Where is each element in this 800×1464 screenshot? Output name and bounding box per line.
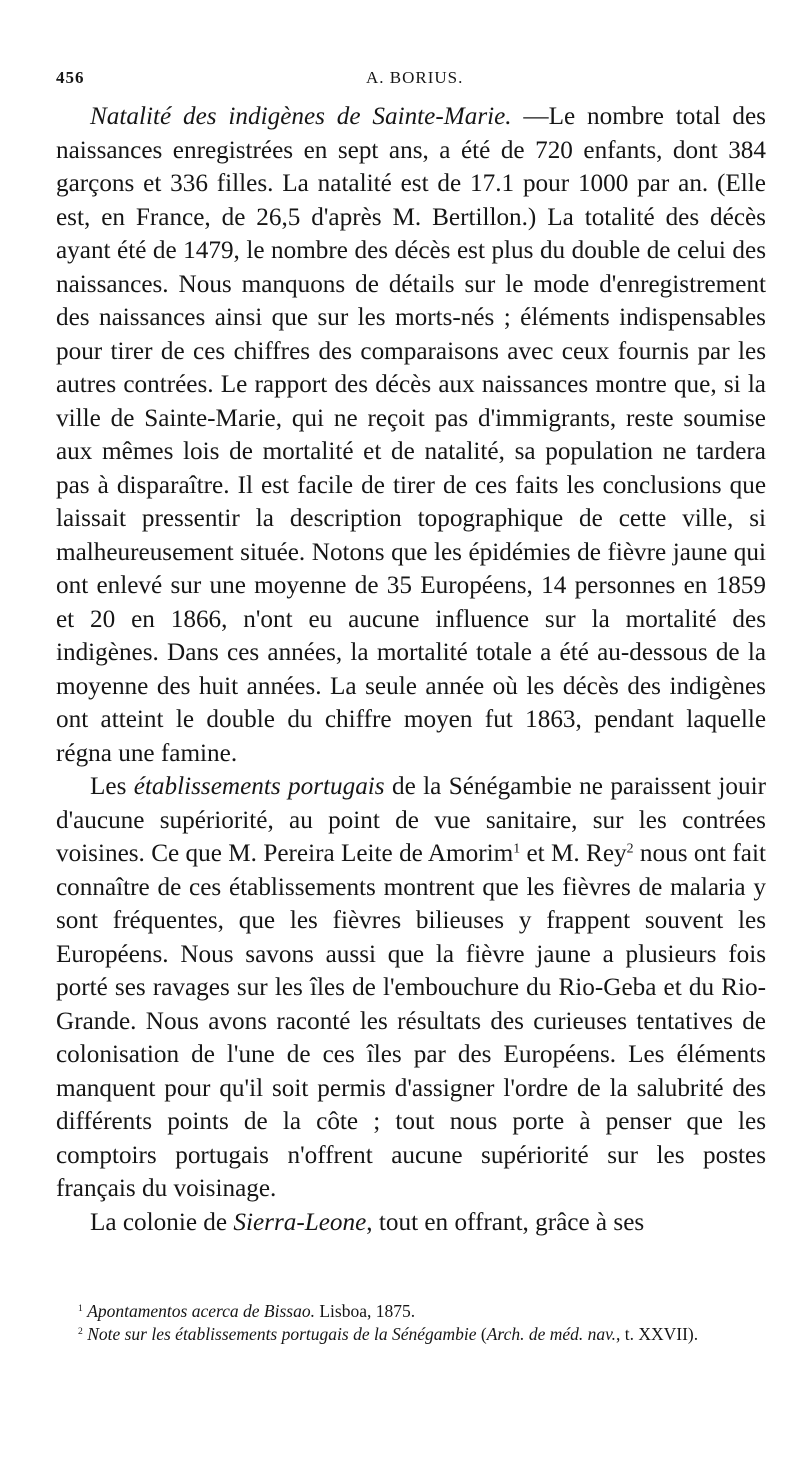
- paragraph-text: et M. Rey: [520, 840, 627, 867]
- paragraph-etablissements: [56, 770, 766, 1206]
- footnote-1: [56, 1300, 766, 1323]
- footnote-journal: Arch. de méd. nav.: [486, 1324, 616, 1344]
- footnote-text: (: [476, 1324, 487, 1344]
- paragraph-text: nous ont fait connaître de ces établissements montrent que les fièvres de malaria y sont fréquentes, que les fièvres bilieuses y frappent souvent les Européens. Nous savons aussi que la fièvre jaune a plusieurs fois porté ses ravages sur les îles de l'embouchure du Rio-Geba et du Rio-Grande. Nous avons raconté les résultats des curieuses tentatives de colonisation de l'une de ces îles par des Européens. Les éléments manquent pour qu'il soit permis d'assigner l'ordre de la salubrité des différents points de la côte ; tout nous porte à penser que les comptoirs portugais n'offrent aucune supériorité sur les postes français du voisinage.: [56, 840, 766, 1202]
- footnote-ref-1[interactable]: 1: [513, 840, 521, 856]
- paragraph-sierra-leone: [56, 1206, 766, 1240]
- paragraph-text: de la Sénégambie ne paraissent jouir d'aucune supériorité, au point de vue sanitaire, sur les contrées voisines. Ce que M. Pereira Leite de Amorim: [56, 773, 766, 867]
- running-head: A. BORIUS.: [366, 68, 464, 87]
- italic-term: Sierra-Leone: [233, 1208, 367, 1236]
- footnote-title: Note sur les établissements portugais de la Sénégambie: [87, 1324, 477, 1344]
- section-lead-italic: Natalité des indigènes de Sainte-Marie.: [90, 103, 512, 130]
- footnote-text: , t. XXVII).: [616, 1324, 699, 1344]
- body-text: [56, 100, 766, 1239]
- paragraph-text: —Le nombre total des naissances enregistrées en sept ans, a été de 720 enfants, dont 384 garçons et 336 filles. La natalité est de 17.1 pour 1000 par an. (Elle est, en France, de 26,5 d'après M. Bertillon.) La totalité des décès ayant été de 1479, le nombre des décès est plus du double de celui des naissances. Nous manquons de détails sur le mode d'enregistrement des naissances ainsi que sur les morts-nés ; éléments indispensables pour tirer de ces chiffres des comparaisons avec ceux fournis par les autres contrées. Le rapport des décès aux naissances montre que, si la ville de Sainte-Marie, qui ne reçoit pas d'immigrants, reste soumise aux mêmes lois de mortalité et de natalité, sa population ne tardera pas à disparaître. Il est facile de tirer de ces faits les conclusions que laissait pressentir la description topographique de cette ville, si malheureusement située. Notons que les épidémies de fièvre jaune qui ont enlevé sur une moyenne de 35 Européens, 14 personnes en 1859 et 20 en 1866, n'ont eu aucune influence sur la mortalité des indigènes. Dans ces années, la mortalité totale a été au-dessous de la moyenne des huit années. La seule année où les décès des indigènes ont atteint le double du chiffre moyen fut 1863, pendant laquelle régna une famine.: [56, 103, 766, 767]
- footnote-mark: 2: [78, 1326, 83, 1338]
- paragraph-text: , tout en offrant, grâce à ses: [366, 1208, 645, 1236]
- page-header: [56, 68, 766, 98]
- footnote-ref-2[interactable]: 2: [626, 840, 634, 856]
- footnote-title: Apontamentos acerca de Bissao.: [87, 1301, 315, 1321]
- paragraph-text: Les: [90, 773, 134, 800]
- footnote-mark: 1: [78, 1303, 83, 1315]
- footnote-2: [56, 1323, 766, 1346]
- footnotes: [56, 1300, 766, 1346]
- page-number: 456: [56, 68, 85, 87]
- paragraph-natalite: [56, 100, 766, 770]
- paragraph-text: La colonie de: [90, 1208, 234, 1236]
- italic-term: établissements portugais: [133, 773, 385, 800]
- footnote-text: Lisboa, 1875.: [314, 1301, 416, 1321]
